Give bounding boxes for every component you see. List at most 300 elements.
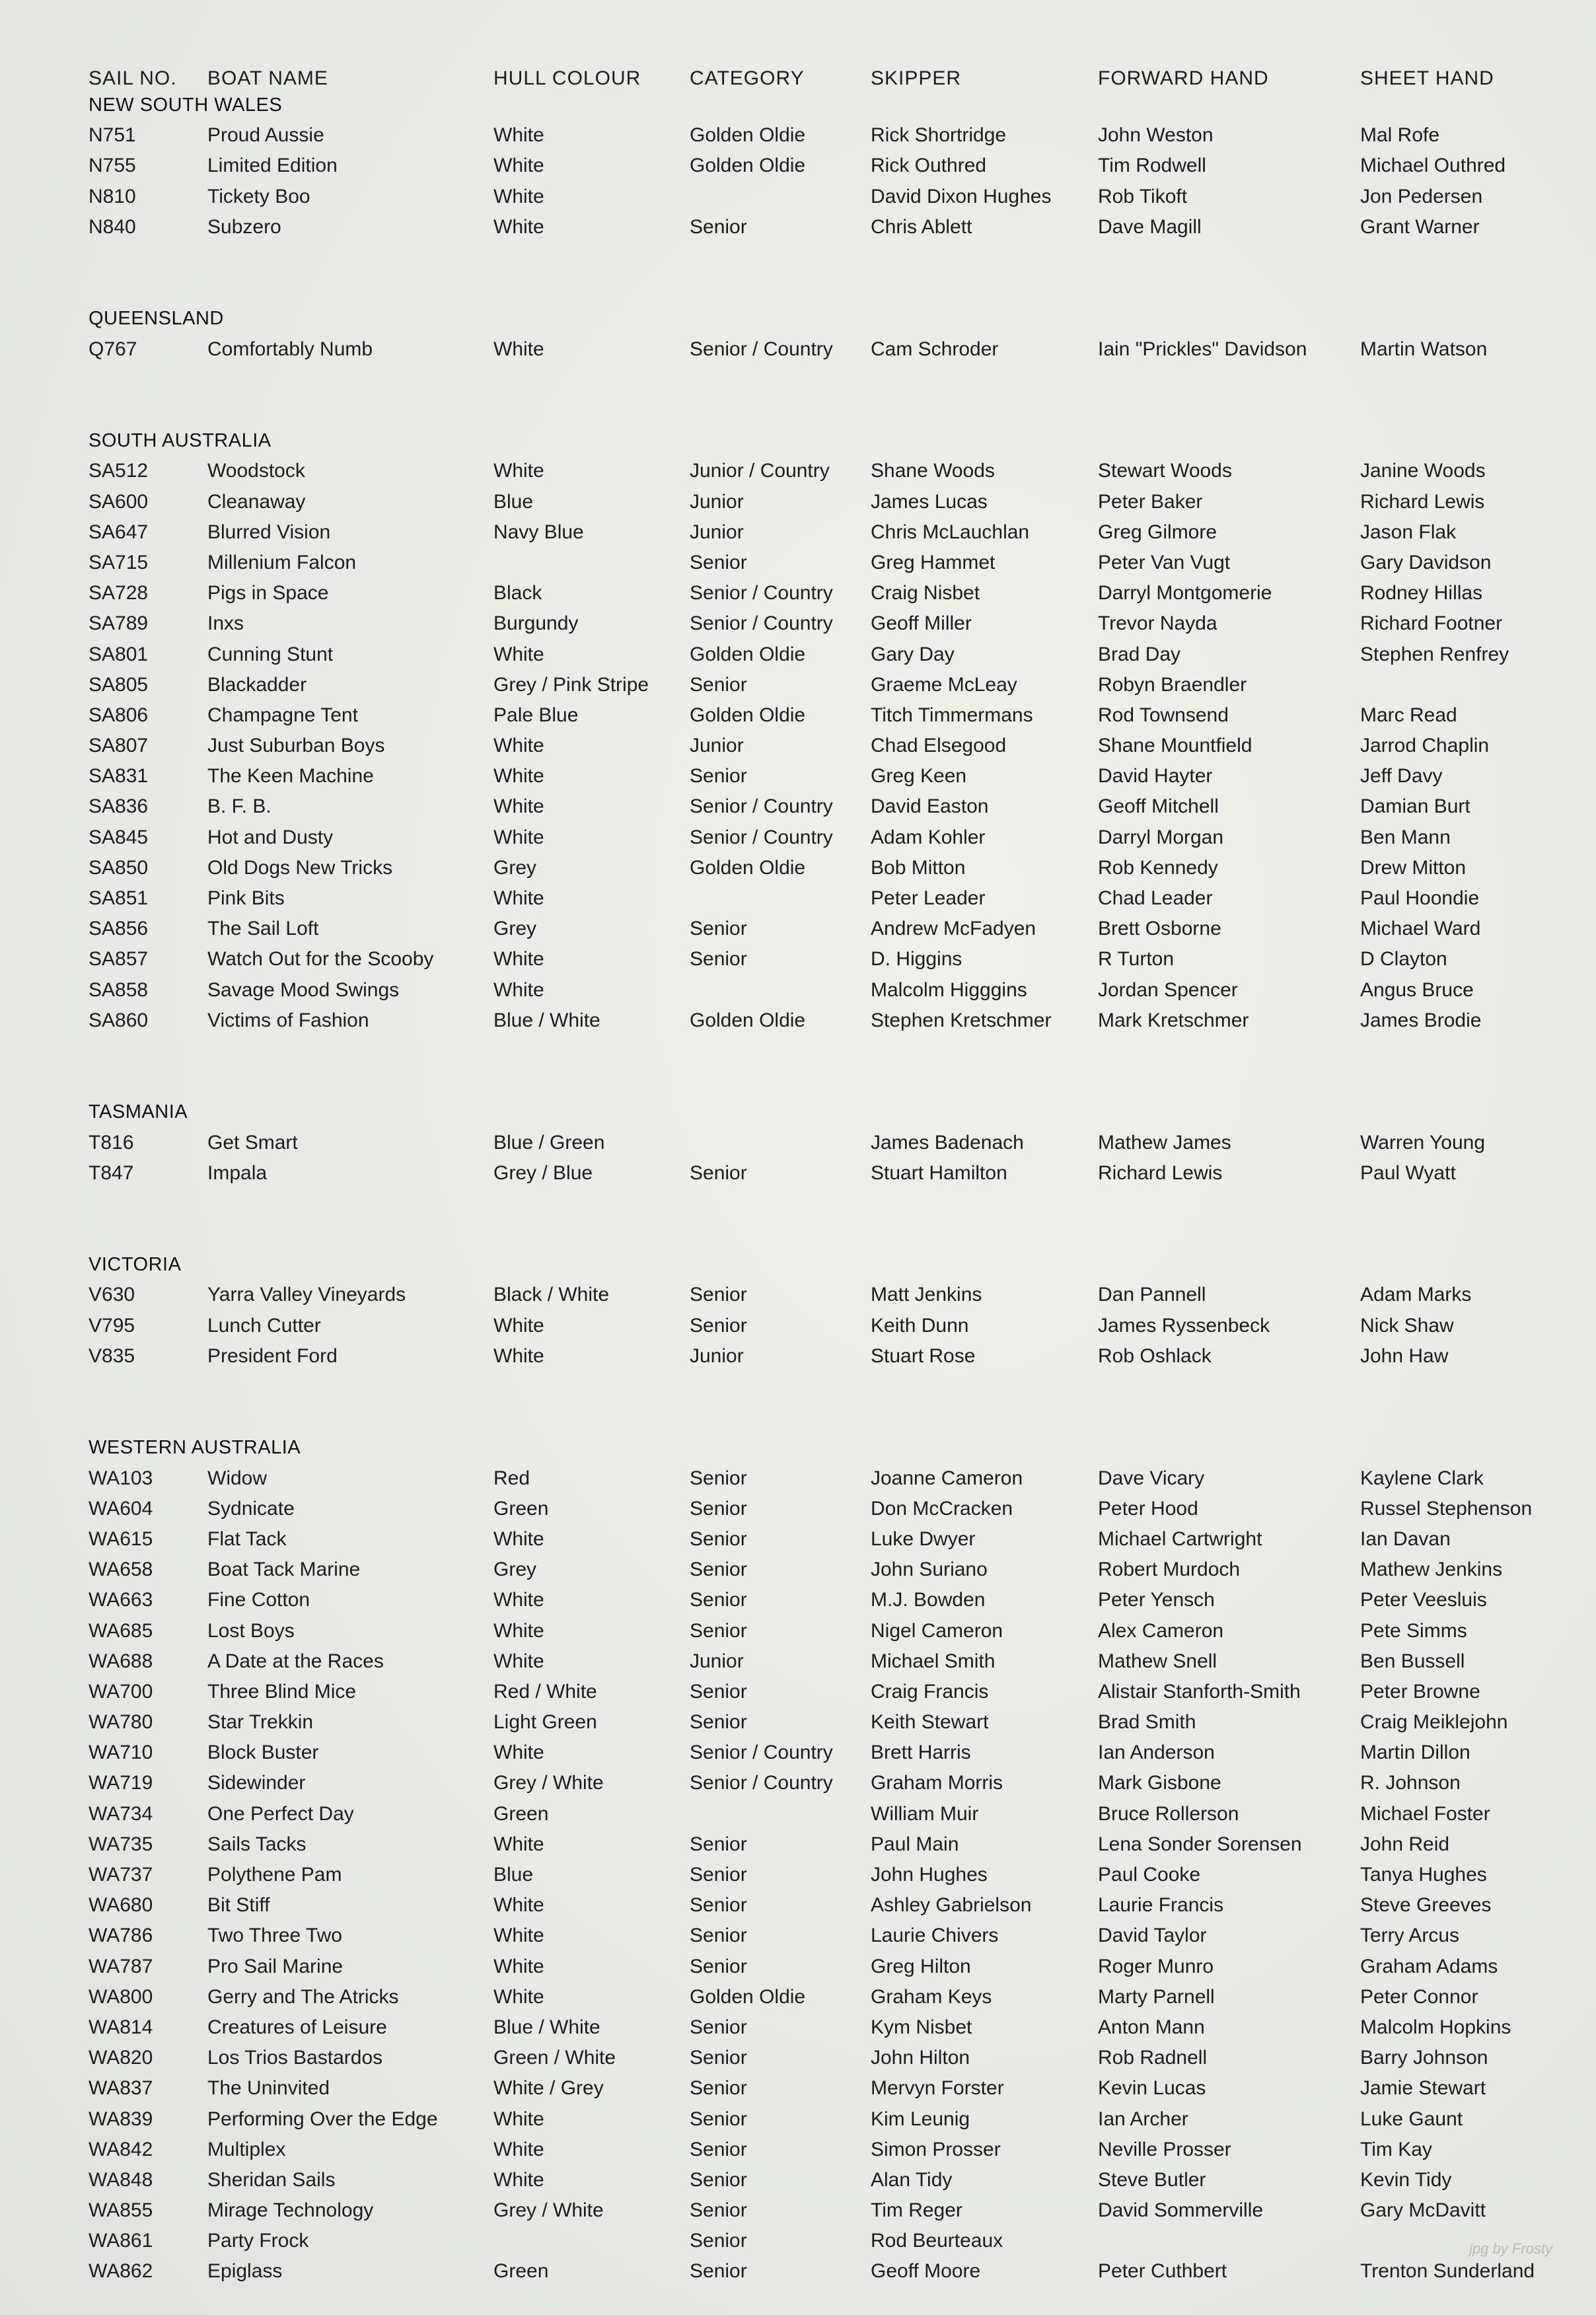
boat-name: Bit Stiff bbox=[207, 1894, 270, 1917]
hull-colour: Blue / White bbox=[493, 2016, 600, 2038]
forward-hand: Rob Oshlack bbox=[1098, 1344, 1212, 1367]
skipper: Andrew McFadyen bbox=[871, 918, 1036, 940]
category: Senior / Country bbox=[690, 1742, 833, 1764]
state-heading-row bbox=[86, 303, 1566, 334]
sail-number: SA728 bbox=[89, 582, 149, 605]
forward-hand: Richard Lewis bbox=[1098, 1161, 1223, 1184]
forward-hand: Ian Archer bbox=[1098, 2108, 1188, 2130]
category: Senior bbox=[690, 918, 747, 940]
boat-name: Hot and Dusty bbox=[207, 826, 334, 848]
boat-name: Pink Bits bbox=[207, 887, 285, 909]
boat-name: Star Trekkin bbox=[207, 1711, 314, 1734]
sail-number: SA600 bbox=[89, 490, 149, 513]
boat-name: Flat Tack bbox=[207, 1527, 287, 1550]
hull-colour: Grey / White bbox=[493, 2199, 604, 2222]
boat-name: Three Blind Mice bbox=[207, 1680, 357, 1703]
skipper: Greg Hammet bbox=[871, 551, 996, 573]
boat-name: Yarra Valley Vineyards bbox=[207, 1284, 406, 1306]
hull-colour: Grey bbox=[493, 918, 537, 940]
sail-number: WA688 bbox=[89, 1650, 153, 1672]
forward-hand: Shane Mountfield bbox=[1098, 735, 1252, 757]
skipper: Laurie Chivers bbox=[871, 1925, 999, 1947]
sheet-hand: Peter Connor bbox=[1360, 1985, 1478, 2008]
sail-number: SA831 bbox=[89, 765, 149, 788]
forward-hand: Mathew Snell bbox=[1098, 1650, 1217, 1672]
boat-name: Woodstock bbox=[207, 460, 305, 482]
boat-name: Pro Sail Marine bbox=[207, 1955, 344, 1977]
boat-name: Polythene Pam bbox=[207, 1864, 342, 1886]
hull-colour: Green bbox=[493, 1497, 549, 1520]
sheet-hand: Jason Flak bbox=[1360, 521, 1457, 543]
forward-hand: Bruce Rollerson bbox=[1098, 1802, 1239, 1825]
section-spacer bbox=[86, 365, 1566, 425]
forward-hand: Robert Murdoch bbox=[1098, 1559, 1241, 1581]
forward-hand: Chad Leader bbox=[1098, 887, 1213, 909]
boat-name: A Date at the Races bbox=[207, 1650, 384, 1672]
hull-colour: White bbox=[493, 887, 544, 909]
sail-number: T816 bbox=[89, 1131, 134, 1154]
forward-hand: Michael Cartwright bbox=[1098, 1527, 1262, 1550]
entry-row bbox=[86, 1768, 1566, 1798]
category: Senior bbox=[690, 2077, 747, 2100]
state-heading: QUEENSLAND bbox=[89, 307, 224, 329]
skipper: Greg Hilton bbox=[871, 1955, 971, 1977]
hull-colour bbox=[491, 548, 687, 578]
boat-name: Sheridan Sails bbox=[207, 2168, 336, 2191]
hull-colour: Blue bbox=[493, 490, 534, 513]
category: Senior bbox=[690, 1284, 747, 1306]
entry-row bbox=[86, 548, 1566, 578]
category: Junior bbox=[690, 521, 744, 543]
sheet-hand: Damian Burt bbox=[1360, 795, 1470, 818]
sheet-hand bbox=[1358, 670, 1566, 700]
spacer-cell bbox=[86, 1036, 1566, 1097]
sheet-hand: Paul Wyatt bbox=[1360, 1161, 1456, 1184]
sail-number: SA647 bbox=[89, 521, 149, 543]
entry-row bbox=[86, 731, 1566, 761]
boat-name: Block Buster bbox=[207, 1742, 319, 1764]
boat-name: Proud Aussie bbox=[207, 124, 324, 147]
hull-colour: Grey bbox=[493, 856, 537, 879]
sheet-hand: Warren Young bbox=[1360, 1131, 1486, 1154]
entry-row bbox=[86, 2073, 1566, 2104]
category: Senior bbox=[690, 1559, 747, 1581]
sail-number: WA680 bbox=[89, 1894, 153, 1917]
skipper: Kym Nisbet bbox=[871, 2016, 972, 2038]
skipper: Chad Elsegood bbox=[871, 735, 1007, 757]
forward-hand: Mark Kretschmer bbox=[1098, 1009, 1249, 1031]
forward-hand: Rob Radnell bbox=[1098, 2047, 1208, 2069]
hull-colour: White bbox=[493, 765, 544, 788]
skipper: Geoff Miller bbox=[871, 612, 972, 635]
boat-name: The Keen Machine bbox=[207, 765, 374, 788]
hull-colour bbox=[491, 2226, 687, 2256]
sail-number: SA805 bbox=[89, 673, 149, 696]
boat-name: Widow bbox=[207, 1467, 268, 1489]
forward-hand: Peter Baker bbox=[1098, 490, 1203, 513]
sail-number: Q767 bbox=[89, 338, 137, 360]
sheet-hand: D Clayton bbox=[1360, 948, 1447, 971]
entry-row bbox=[86, 1677, 1566, 1707]
category: Senior bbox=[690, 2108, 747, 2130]
boat-name: Fine Cotton bbox=[207, 1589, 310, 1611]
category: Senior / Country bbox=[690, 338, 833, 360]
category: Senior / Country bbox=[690, 582, 833, 605]
category: Senior bbox=[690, 2260, 747, 2283]
sheet-hand: Jamie Stewart bbox=[1360, 2077, 1486, 2100]
sail-number: N751 bbox=[89, 124, 136, 147]
entry-row bbox=[86, 791, 1566, 822]
forward-hand: Peter Yensch bbox=[1098, 1589, 1215, 1611]
skipper: Chris McLauchlan bbox=[871, 521, 1030, 543]
sheet-hand: Russel Stephenson bbox=[1360, 1497, 1533, 1520]
forward-hand: Dave Vicary bbox=[1098, 1467, 1205, 1489]
category: Senior bbox=[690, 673, 747, 696]
skipper: Shane Woods bbox=[871, 460, 995, 482]
category: Senior bbox=[690, 1497, 747, 1520]
state-heading: NEW SOUTH WALES bbox=[89, 94, 283, 116]
entry-row bbox=[86, 1494, 1566, 1524]
boat-name: Just Suburban Boys bbox=[207, 735, 385, 757]
state-heading-row bbox=[86, 425, 1566, 456]
sheet-hand: Gary McDavitt bbox=[1360, 2199, 1486, 2222]
boat-name: Champagne Tent bbox=[207, 704, 358, 726]
category: Senior bbox=[690, 1955, 747, 1977]
category: Senior bbox=[690, 1527, 747, 1550]
skipper: Luke Dwyer bbox=[871, 1527, 976, 1550]
sail-number: WA663 bbox=[89, 1589, 153, 1611]
sail-number: T847 bbox=[89, 1161, 134, 1184]
category-header: CATEGORY bbox=[690, 67, 805, 89]
hull-colour: White bbox=[493, 1344, 544, 1367]
boat-name: Inxs bbox=[207, 612, 244, 635]
hull-colour: White bbox=[493, 2138, 544, 2160]
category: Golden Oldie bbox=[690, 856, 806, 879]
forward-hand: Brett Osborne bbox=[1098, 918, 1221, 940]
category: Golden Oldie bbox=[690, 1985, 806, 2008]
skipper: Simon Prosser bbox=[871, 2138, 1001, 2160]
entry-row bbox=[86, 1524, 1566, 1555]
hull-colour: White bbox=[493, 643, 544, 665]
skipper: Adam Kohler bbox=[871, 826, 986, 848]
entry-row bbox=[86, 1982, 1566, 2012]
skipper: Nigel Cameron bbox=[871, 1619, 1003, 1642]
boat-name: Subzero bbox=[207, 215, 281, 238]
entry-row bbox=[86, 212, 1566, 242]
entry-row bbox=[86, 1707, 1566, 1738]
hull-colour: Pale Blue bbox=[493, 704, 579, 726]
hull-colour: White bbox=[493, 735, 544, 757]
sail-number: SA789 bbox=[89, 612, 149, 635]
category: Junior bbox=[690, 735, 744, 757]
hull-colour: Grey bbox=[493, 1559, 537, 1581]
skipper: David Dixon Hughes bbox=[871, 185, 1052, 207]
hull-colour: White bbox=[493, 124, 544, 147]
hull-colour: Black / White bbox=[493, 1284, 610, 1306]
sheet-hand: Barry Johnson bbox=[1360, 2047, 1488, 2069]
sheet-hand: Stephen Renfrey bbox=[1360, 643, 1509, 665]
entry-row bbox=[86, 1921, 1566, 1951]
entry-row bbox=[86, 1829, 1566, 1860]
forward-hand: Marty Parnell bbox=[1098, 1985, 1215, 2008]
sheet-hand: Richard Lewis bbox=[1360, 490, 1485, 513]
skipper: Rick Outhred bbox=[871, 155, 987, 177]
entry-row bbox=[86, 2165, 1566, 2195]
sheet-hand: Rodney Hillas bbox=[1360, 582, 1483, 605]
sail-number: WA837 bbox=[89, 2077, 153, 2100]
skipper: Greg Keen bbox=[871, 765, 967, 788]
forward-hand: Peter Hood bbox=[1098, 1497, 1198, 1520]
category bbox=[687, 1127, 868, 1158]
sheet-hand: Graham Adams bbox=[1360, 1955, 1498, 1977]
entry-row bbox=[86, 578, 1566, 608]
category: Senior bbox=[690, 1925, 747, 1947]
sheet-hand: R. Johnson bbox=[1360, 1772, 1461, 1794]
forward-hand: Paul Cooke bbox=[1098, 1864, 1201, 1886]
skipper: Malcolm Higggins bbox=[871, 978, 1027, 1001]
category: Senior bbox=[690, 1467, 747, 1489]
hull-colour: White bbox=[493, 1742, 544, 1764]
sheet-hand: Adam Marks bbox=[1360, 1284, 1472, 1306]
entry-row bbox=[86, 2135, 1566, 2165]
sheet-hand: Steve Greeves bbox=[1360, 1894, 1492, 1917]
sheet-hand: Grant Warner bbox=[1360, 215, 1480, 238]
sheet-hand: Craig Meiklejohn bbox=[1360, 1711, 1508, 1734]
sail-number: WA735 bbox=[89, 1833, 153, 1855]
boat-name: Impala bbox=[207, 1161, 268, 1184]
sheet-hand: Ben Mann bbox=[1360, 826, 1451, 848]
category: Senior / Country bbox=[690, 826, 833, 848]
boat-name: Gerry and The Atricks bbox=[207, 1985, 399, 2008]
forward-hand: David Sommerville bbox=[1098, 2199, 1264, 2222]
sheet-hand: Richard Footner bbox=[1360, 612, 1503, 635]
sail-no-header: SAIL NO. bbox=[89, 67, 177, 89]
entry-row bbox=[86, 1158, 1566, 1189]
entry-list-table bbox=[86, 53, 1566, 2287]
sheet-hand-header: SHEET HAND bbox=[1360, 67, 1494, 89]
boat-name: Mirage Technology bbox=[207, 2199, 374, 2222]
state-heading: TASMANIA bbox=[89, 1101, 188, 1122]
hull-colour: Red bbox=[493, 1467, 530, 1489]
sheet-hand: Jon Pedersen bbox=[1360, 185, 1483, 207]
boat-name: Boat Tack Marine bbox=[207, 1559, 361, 1581]
sail-number: SA851 bbox=[89, 887, 149, 909]
sail-number: SA836 bbox=[89, 795, 149, 818]
skipper: Chris Ablett bbox=[871, 215, 972, 238]
entry-row bbox=[86, 761, 1566, 791]
forward-hand: Alex Cameron bbox=[1098, 1619, 1224, 1642]
entry-row bbox=[86, 1555, 1566, 1585]
boat-name: Blackadder bbox=[207, 673, 307, 696]
entry-row bbox=[86, 670, 1566, 700]
entry-row bbox=[86, 944, 1566, 974]
sail-number: SA807 bbox=[89, 735, 149, 757]
category: Senior / Country bbox=[690, 612, 833, 635]
sheet-hand: John Haw bbox=[1360, 1344, 1449, 1367]
sail-number: WA604 bbox=[89, 1497, 153, 1520]
header-row bbox=[86, 53, 1566, 90]
category bbox=[687, 883, 868, 914]
section-spacer bbox=[86, 1189, 1566, 1249]
forward-hand bbox=[1095, 2226, 1358, 2256]
hull-colour: White bbox=[493, 1955, 544, 1977]
entry-row bbox=[86, 853, 1566, 883]
boat-name: Lost Boys bbox=[207, 1619, 295, 1642]
skipper: Brett Harris bbox=[871, 1742, 971, 1764]
sheet-hand: Nick Shaw bbox=[1360, 1314, 1454, 1337]
hull-colour: White bbox=[493, 2168, 544, 2191]
category: Senior bbox=[690, 2047, 747, 2069]
forward-hand: Neville Prosser bbox=[1098, 2138, 1231, 2160]
skipper: Rod Beurteaux bbox=[871, 2230, 1003, 2252]
entry-row bbox=[86, 1311, 1566, 1341]
hull-colour: Grey / White bbox=[493, 1772, 604, 1794]
skipper: Craig Nisbet bbox=[871, 582, 980, 605]
watermark: jpg by Frosty bbox=[1469, 2240, 1552, 2257]
boat-name: B. F. B. bbox=[207, 795, 272, 818]
sheet-hand: Gary Davidson bbox=[1360, 551, 1492, 573]
forward-hand: James Ryssenbeck bbox=[1098, 1314, 1270, 1337]
category: Senior bbox=[690, 1680, 747, 1703]
boat-name: One Perfect Day bbox=[207, 1802, 354, 1825]
sheet-hand: Jarrod Chaplin bbox=[1360, 735, 1490, 757]
skipper: Graham Morris bbox=[871, 1772, 1003, 1794]
entry-row bbox=[86, 914, 1566, 944]
hull-colour: White bbox=[493, 948, 544, 971]
entry-row bbox=[86, 456, 1566, 486]
forward-hand: Laurie Francis bbox=[1098, 1894, 1224, 1917]
entry-row bbox=[86, 700, 1566, 731]
entry-row bbox=[86, 1006, 1566, 1036]
boat-name: Los Trios Bastardos bbox=[207, 2047, 383, 2069]
sheet-hand: Ben Bussell bbox=[1360, 1650, 1465, 1672]
skipper: Alan Tidy bbox=[871, 2168, 953, 2191]
hull-colour-header: HULL COLOUR bbox=[493, 67, 641, 89]
entry-row bbox=[86, 639, 1566, 669]
entry-row bbox=[86, 334, 1566, 365]
entry-row bbox=[86, 2043, 1566, 2073]
forward-hand: David Hayter bbox=[1098, 765, 1213, 788]
category: Senior bbox=[690, 1833, 747, 1855]
category: Golden Oldie bbox=[690, 643, 806, 665]
sail-number: SA858 bbox=[89, 978, 149, 1001]
hull-colour: White bbox=[493, 826, 544, 848]
hull-colour: Green bbox=[493, 2260, 549, 2283]
forward-hand: Greg Gilmore bbox=[1098, 521, 1217, 543]
hull-colour: Light Green bbox=[493, 1711, 597, 1734]
boat-name: Party Frock bbox=[207, 2230, 309, 2252]
forward-hand: Mathew James bbox=[1098, 1131, 1231, 1154]
forward-hand: Iain "Prickles" Davidson bbox=[1098, 338, 1307, 360]
category: Junior bbox=[690, 490, 744, 513]
forward-hand: Jordan Spencer bbox=[1098, 978, 1238, 1001]
sheet-hand: Luke Gaunt bbox=[1360, 2108, 1463, 2130]
skipper: Keith Dunn bbox=[871, 1314, 969, 1337]
entry-row bbox=[86, 974, 1566, 1005]
category bbox=[687, 1799, 868, 1829]
skipper: David Easton bbox=[871, 795, 989, 818]
entry-row bbox=[86, 1799, 1566, 1829]
sail-number: WA658 bbox=[89, 1559, 153, 1581]
category: Senior bbox=[690, 2230, 747, 2252]
sail-number: WA787 bbox=[89, 1955, 153, 1977]
sail-number: SA806 bbox=[89, 704, 149, 726]
sail-number: N755 bbox=[89, 155, 136, 177]
boat-name: Multiplex bbox=[207, 2138, 286, 2160]
entry-row bbox=[86, 2012, 1566, 2043]
category: Senior bbox=[690, 1894, 747, 1917]
sheet-hand: Angus Bruce bbox=[1360, 978, 1474, 1001]
forward-hand: Steve Butler bbox=[1098, 2168, 1206, 2191]
skipper: James Lucas bbox=[871, 490, 988, 513]
skipper: Ashley Gabrielson bbox=[871, 1894, 1032, 1917]
sail-number: WA861 bbox=[89, 2230, 153, 2252]
hull-colour: White bbox=[493, 338, 544, 360]
sheet-hand: John Reid bbox=[1360, 1833, 1450, 1855]
boat-name: Watch Out for the Scooby bbox=[207, 948, 434, 971]
sail-number: WA719 bbox=[89, 1772, 153, 1794]
entries-body bbox=[86, 90, 1566, 2287]
sheet-hand: Michael Ward bbox=[1360, 918, 1481, 940]
category: Junior bbox=[690, 1650, 744, 1672]
hull-colour: White bbox=[493, 1650, 544, 1672]
entry-row bbox=[86, 608, 1566, 639]
entry-row bbox=[86, 1463, 1566, 1494]
forward-hand-header: FORWARD HAND bbox=[1098, 67, 1269, 89]
forward-hand: Roger Munro bbox=[1098, 1955, 1214, 1977]
skipper: James Badenach bbox=[871, 1131, 1024, 1154]
boat-name: Lunch Cutter bbox=[207, 1314, 321, 1337]
forward-hand: Darryl Montgomerie bbox=[1098, 582, 1272, 605]
boat-name: The Sail Loft bbox=[207, 918, 319, 940]
boat-name: The Uninvited bbox=[207, 2077, 330, 2100]
spacer-cell bbox=[86, 1189, 1566, 1249]
hull-colour: Grey / Blue bbox=[493, 1161, 593, 1184]
forward-hand: Rod Townsend bbox=[1098, 704, 1229, 726]
sail-number: V630 bbox=[89, 1284, 135, 1306]
hull-colour: Grey / Pink Stripe bbox=[493, 673, 649, 696]
forward-hand: Lena Sonder Sorensen bbox=[1098, 1833, 1302, 1855]
boat-name: Limited Edition bbox=[207, 155, 338, 177]
category: Senior bbox=[690, 2016, 747, 2038]
forward-hand: David Taylor bbox=[1098, 1925, 1207, 1947]
entry-row bbox=[86, 120, 1566, 151]
forward-hand: Darryl Morgan bbox=[1098, 826, 1224, 848]
boat-name: Comfortably Numb bbox=[207, 338, 373, 360]
sail-number: V835 bbox=[89, 1344, 135, 1367]
boat-name: Victims of Fashion bbox=[207, 1009, 369, 1031]
category: Senior bbox=[690, 2138, 747, 2160]
boat-name: President Ford bbox=[207, 1344, 338, 1367]
sail-number: WA737 bbox=[89, 1864, 153, 1886]
sail-number: WA855 bbox=[89, 2199, 153, 2222]
boat-name: Epiglass bbox=[207, 2260, 283, 2283]
entry-row bbox=[86, 1341, 1566, 1372]
hull-colour: White bbox=[493, 460, 544, 482]
hull-colour: White / Grey bbox=[493, 2077, 604, 2100]
hull-colour: Green / White bbox=[493, 2047, 616, 2069]
forward-hand: Peter Cuthbert bbox=[1098, 2260, 1227, 2283]
skipper: Geoff Moore bbox=[871, 2260, 981, 2283]
category: Senior bbox=[690, 1161, 747, 1184]
hull-colour: White bbox=[493, 1589, 544, 1611]
hull-colour: Navy Blue bbox=[493, 521, 584, 543]
entry-row bbox=[86, 1738, 1566, 1768]
skipper: John Hilton bbox=[871, 2047, 970, 2069]
skipper: Graham Keys bbox=[871, 1985, 992, 2008]
skipper: Craig Francis bbox=[871, 1680, 989, 1703]
skipper: Titch Timmermans bbox=[871, 704, 1033, 726]
